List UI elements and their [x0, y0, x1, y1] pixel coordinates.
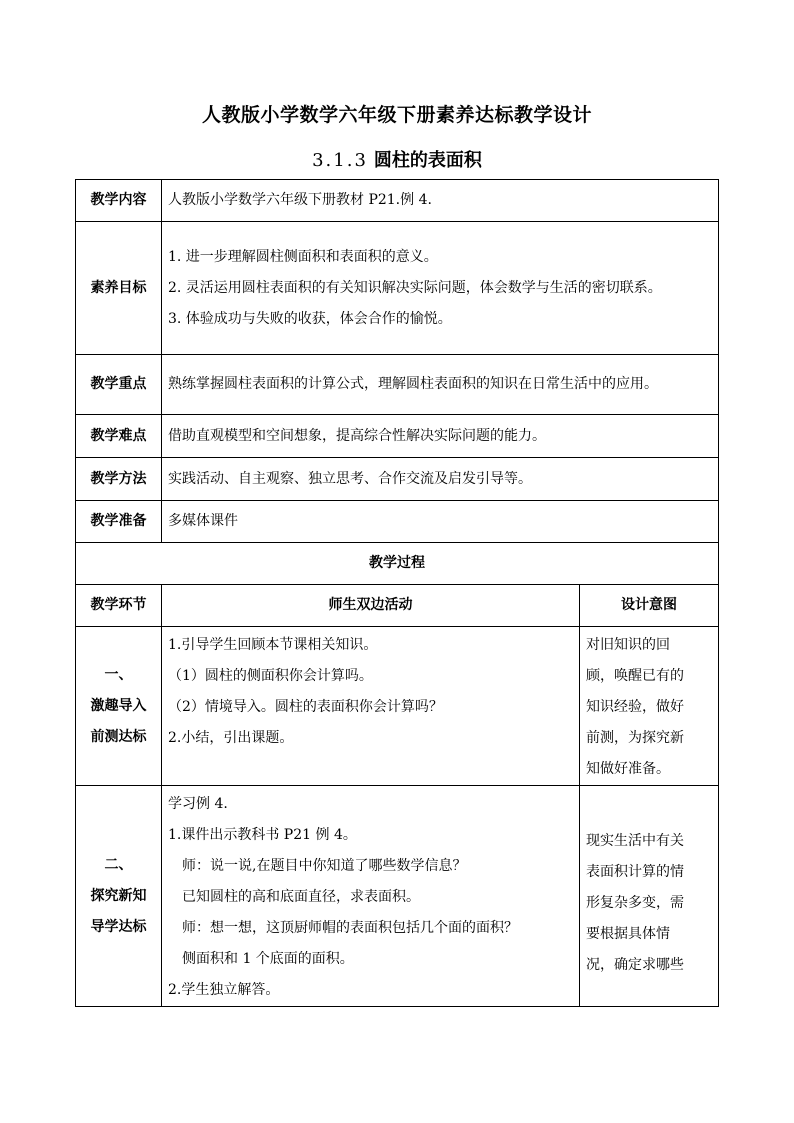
intent-line: 况，确定求哪些 — [586, 957, 684, 973]
stage-name-line: 二、 — [104, 856, 133, 873]
label-method: 教学方法 — [76, 458, 162, 501]
label-difficulty: 教学难点 — [76, 415, 162, 458]
intent-line: 对旧知识的回 — [586, 637, 670, 653]
activity-line: 2.小结，引出课题。 — [168, 730, 294, 746]
activity-line: 师：想一想，这顶厨师帽的表面积包括几个面的面积？ — [182, 920, 518, 936]
stage-activities — [162, 786, 580, 1007]
row-process-title — [76, 543, 719, 585]
activity-line: 2.学生独立解答。 — [168, 982, 280, 998]
intent-line: 知做好准备。 — [586, 761, 670, 777]
header-stage: 教学环节 — [76, 585, 162, 627]
stage-name-line: 探究新知 — [90, 887, 147, 904]
value-prep: 多媒体课件 — [162, 501, 719, 543]
stage-intent — [580, 627, 719, 786]
lesson-plan-table — [75, 179, 719, 1007]
row-key — [76, 355, 719, 415]
intent-line: 知识经验，做好 — [586, 699, 684, 715]
document-title: 人教版小学数学六年级下册素养达标教学设计 — [201, 104, 592, 126]
activity-line: 师：说一说,在题目中你知道了哪些数学信息？ — [182, 858, 467, 874]
value-content: 人教版小学数学六年级下册教材 P21.例 4. — [162, 180, 719, 222]
value-key: 熟练掌握圆柱表面积的计算公式，理解圆柱表面积的知识在日常生活中的应用。 — [162, 355, 719, 415]
activity-line: 已知圆柱的高和底面直径，求表面积。 — [182, 889, 420, 905]
row-process-headers — [76, 585, 719, 627]
row-method — [76, 458, 719, 501]
activity-line: （1）圆柱的侧面积你会计算吗。 — [168, 668, 373, 684]
row-goals — [76, 222, 719, 355]
intent-line: 要根据具体情 — [586, 926, 670, 942]
value-difficulty: 借助直观模型和空间想象，提高综合性解决实际问题的能力。 — [162, 415, 719, 458]
stage-name — [76, 786, 162, 1007]
intent-line: 前测，为探究新 — [586, 730, 684, 746]
stage-name-line: 一、 — [104, 666, 133, 683]
activity-line: （2）情境导入。圆柱的表面积你会计算吗？ — [168, 699, 443, 715]
process-title: 教学过程 — [76, 543, 719, 585]
stage-name-line: 前测达标 — [90, 728, 147, 745]
stage-name — [76, 627, 162, 786]
stage-row — [76, 627, 719, 786]
row-content — [76, 180, 719, 222]
goal-item: 3. 体验成功与失败的收获，体会合作的愉悦。 — [168, 310, 452, 327]
value-goals — [162, 222, 719, 355]
lesson-subtitle — [0, 146, 794, 172]
activity-line: 学习例 4. — [168, 796, 228, 812]
label-key: 教学重点 — [76, 355, 162, 415]
activity-line: 1.引导学生回顾本节课相关知识。 — [168, 637, 378, 653]
lesson-name: 圆柱的表面积 — [373, 150, 482, 171]
label-prep: 教学准备 — [76, 501, 162, 543]
header-activities: 师生双边活动 — [162, 585, 580, 627]
intent-line: 表面积计算的情 — [586, 864, 684, 880]
stage-row — [76, 786, 719, 1007]
intent-line: 现实生活中有关 — [586, 833, 684, 849]
intent-line: 形复杂多变，需 — [586, 895, 684, 911]
lesson-number: 3.1.3 — [312, 150, 368, 171]
stage-activities — [162, 627, 580, 786]
header-intent: 设计意图 — [580, 585, 719, 627]
intent-line: 顾，唤醒已有的 — [586, 668, 684, 684]
stage-name-line: 导学达标 — [90, 918, 147, 935]
stage-name-line: 激趣导入 — [90, 697, 147, 714]
row-prep — [76, 501, 719, 543]
goal-item: 1. 进一步理解圆柱侧面积和表面积的意义。 — [168, 248, 438, 265]
stage-intent — [580, 786, 719, 1007]
value-method: 实践活动、自主观察、独立思考、合作交流及启发引导等。 — [162, 458, 719, 501]
goal-item: 2. 灵活运用圆柱表面积的有关知识解决实际问题，体会数学与生活的密切联系。 — [168, 279, 662, 296]
activity-line: 侧面积和 1 个底面的面积。 — [182, 951, 354, 967]
label-content: 教学内容 — [76, 180, 162, 222]
label-goals: 素养目标 — [76, 222, 162, 355]
row-difficulty — [76, 415, 719, 458]
activity-line: 1.课件出示教科书 P21 例 4。 — [168, 827, 357, 843]
